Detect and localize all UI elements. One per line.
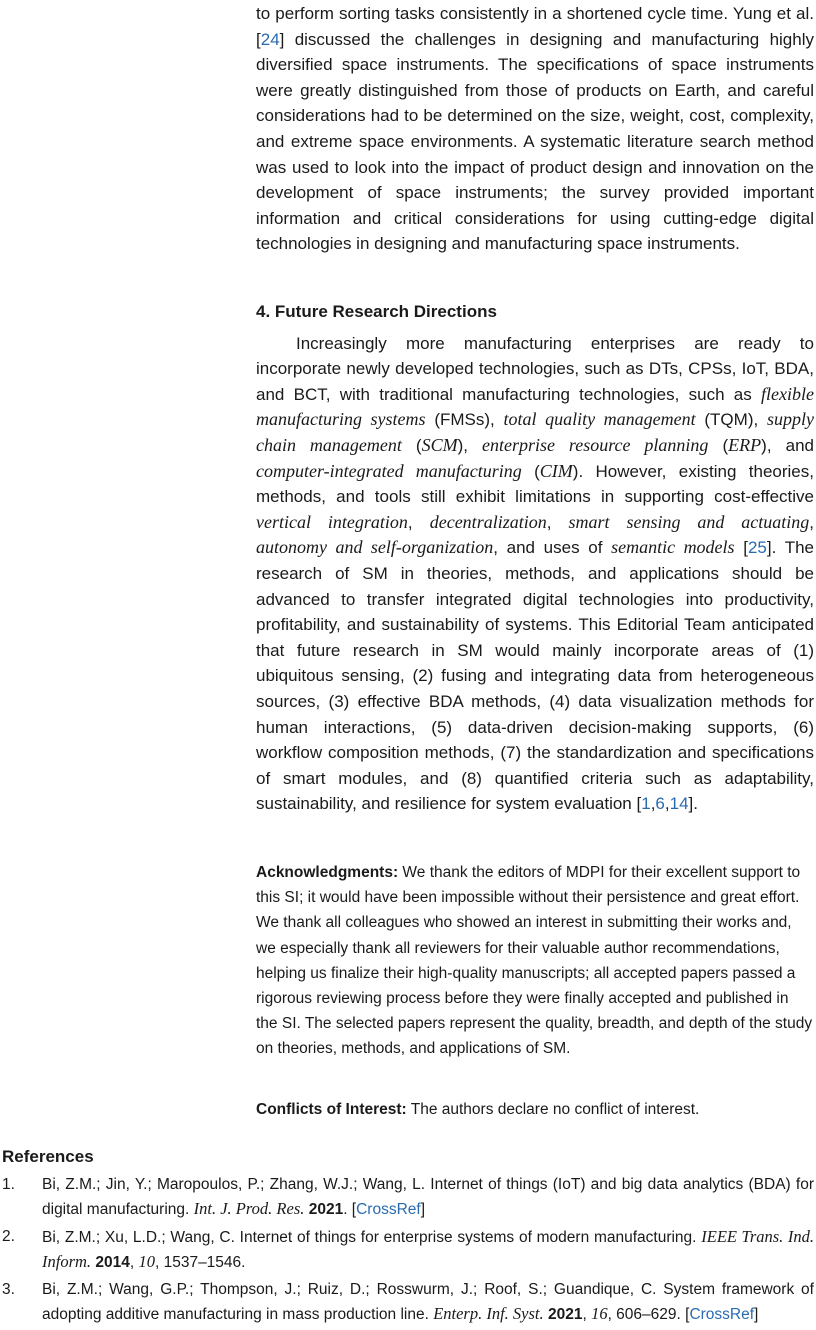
crossref-link[interactable]: CrossRef — [689, 1306, 755, 1323]
conflicts-block — [256, 1097, 814, 1122]
conflicts-label: Conflicts of Interest: — [256, 1101, 407, 1118]
section-heading: 4. Future Research Directions — [256, 302, 497, 321]
citation-14[interactable]: 14 — [669, 794, 689, 814]
reference-number: 2. — [2, 1228, 15, 1245]
references-section — [2, 1145, 814, 1330]
citation-6[interactable]: 6 — [655, 794, 665, 814]
reference-item: 1. Bi, Z.M.; Jin, Y.; Maropoulos, P.; Zhang, W.J.; Wang, L. Internet of things (IoT) and big data analytics (BDA) for digital manufacturing. Int. J. Prod. Res. 2021. [CrossRef] — [2, 1173, 814, 1222]
reference-number: 3. — [2, 1281, 15, 1298]
citation-25[interactable]: 25 — [747, 538, 767, 558]
citation-24[interactable]: 24 — [260, 29, 280, 49]
acknowledgments-paragraph: Acknowledgments: We thank the editors of MDPI for their excellent support to this SI; it would have been impossible without their persistence and great effort. We thank all colleagues who showed an interest in submitting their works and, we especially thank all reviewers for their valuable author recommendations, helping us finalize their high-quality manuscripts; all accepted papers passed a rigorous reviewing process before they were finally accepted and published in the SI. The selected papers represent the quality, breadth, and depth of the study on theories, methods, and applications of SM. — [256, 864, 813, 1058]
reference-item: 2. Bi, Z.M.; Xu, L.D.; Wang, C. Internet of things for enterprise systems of modern manufacturing. IEEE Trans. Ind. Inform. 2014, 10, 1537–1546. — [2, 1227, 814, 1271]
section-4-paragraph: Increasingly more manufacturing enterprises are ready to incorporate newly developed technologies, such as DTs, CPSs, IoT, BDA, and BCT, with traditional manufacturing technologies, such as flexible manufacturing systems (FMSs), total quality management (TQM), supply chain management (SCM), enterprise resource planning (ERP), and computer-integrated manufacturing (CIM). However, existing theories, methods, and tools still exhibit limitations in supporting cost-effective vertical integration, decentralization, smart sensing and actuating, autonomy and self-organization, and uses of semantic models [25]. The research of SM in theories, methods, and applications should be advanced to transfer integrated digital technologies into productivity, profitability, and sustainability of systems. This Editorial Team anticipated that future research in SM would mainly incorporate areas of (1) ubiquitous sensing, (2) fusing and integrating data from heterogeneous sources, (3) effective BDA methods, (4) data visualization methods for human interactions, (5) data-driven decision-making supports, (6) workflow composition methods, (7) the standardization and specifications of smart modules, and (8) quantified criteria such as adaptability, sustainability, and resilience for system evaluation [1,6,14]. — [256, 333, 814, 814]
citation-1[interactable]: 1 — [641, 794, 651, 814]
intro-paragraph-block — [256, 1, 814, 257]
reference-number: 1. — [2, 1176, 15, 1193]
acknowledgments-block — [256, 860, 814, 1062]
crossref-link[interactable]: CrossRef — [356, 1201, 421, 1218]
conflicts-paragraph: Conflicts of Interest: The authors declare no conflict of interest. — [256, 1101, 700, 1118]
references-heading: References — [2, 1147, 94, 1166]
acknowledgments-label: Acknowledgments: — [256, 864, 399, 881]
intro-paragraph: to perform sorting tasks consistently in a shortened cycle time. Yung et al. [24] discussed the challenges in designing and manufacturing highly diversified space instruments. The specifications of space instruments were greatly distinguished from those of products on Earth, and careful considerations had to be determined on the size, weight, cost, complexity, and extreme space environments. A systematic literature search method was used to look into the impact of product design and innovation on the development of space instruments; the survey provided important information and critical considerations for using cutting-edge digital technologies in designing and manufacturing space instruments. — [256, 4, 814, 254]
section-4 — [256, 299, 814, 817]
reference-item: 3. Bi, Z.M.; Wang, G.P.; Thompson, J.; Ruiz, D.; Rosswurm, J.; Roof, S.; Guandique, C. System framework of adopting additive manufacturing in mass production line. Enterp. Inf. Syst. 2021, 16, 606–629. [CrossRef] — [2, 1278, 814, 1327]
